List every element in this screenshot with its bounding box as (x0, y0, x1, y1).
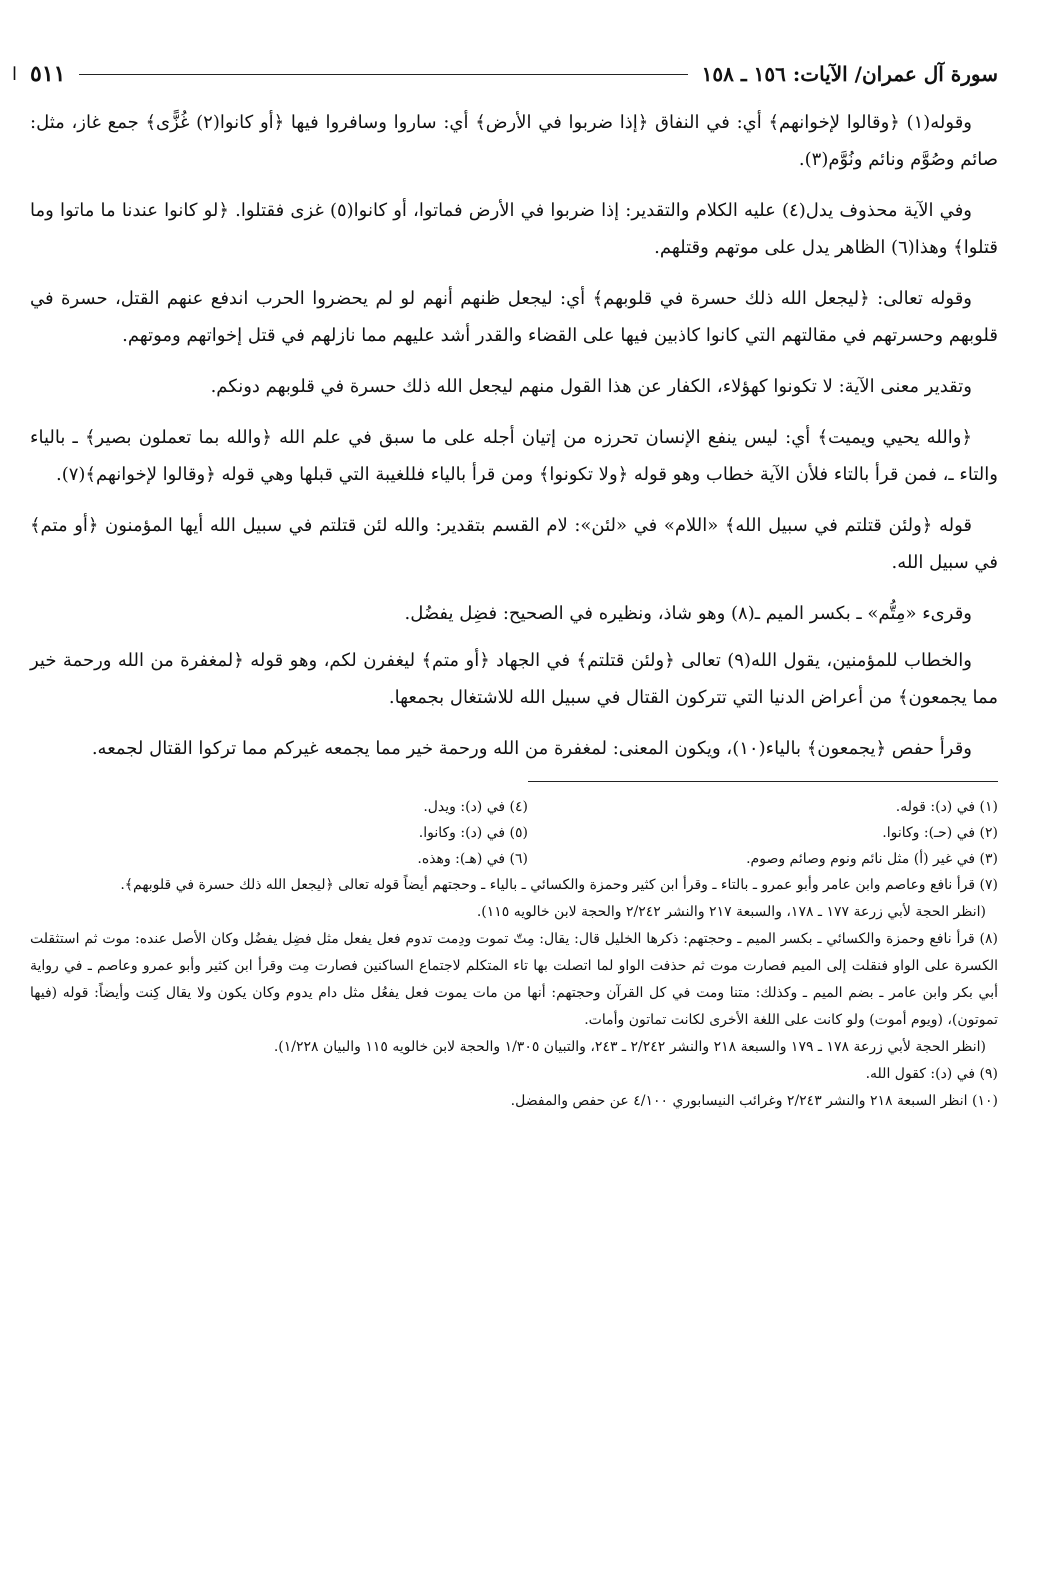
paragraph: وتقدير معنى الآية: لا تكونوا كهؤلاء، الكفار عن هذا القول منهم ليجعل الله ذلك حسرة في قلوبهم دونكم. (210, 376, 972, 397)
footnote-8-reference: (انظر الحجة لأبي زرعة ١٧٨ ـ ١٧٩ والسبعة ٢١٨ والنشر ٢/٢٤٢ ـ ٢٤٣، والتبيان ١/٣٠٥ والحجة لابن خالويه ١١٥ والبيان ١/٢٢٨). (273, 1039, 986, 1055)
footnotes (30, 794, 998, 1115)
paragraph: ﴿والله يحيي ويميت﴾ أي: ليس ينفع الإنسان تحرزه من إتيان أجله على ما سبق في علم الله ﴿والله بما تعملون بصير﴾ ـ بالياء والتاء ـ، فمن قرأ بالتاء فلأن الآية خطاب وهو قوله ﴿ولا تكونوا﴾ ومن قرأ بالياء فللغيبة التي قبلها وهي قوله ﴿وقالوا لإخوانهم﴾(٧). (30, 427, 998, 485)
footnote-4: (٤) في (د): ويدل. (423, 799, 528, 815)
page-number: ٥١١ (30, 61, 66, 87)
margin-mark: ا (12, 64, 18, 85)
footnote-grid (30, 794, 998, 872)
footnote-7-reference: (انظر الحجة لأبي زرعة ١٧٧ ـ ١٧٨، والسبعة ٢١٧ والنشر ٢/٢٤٢ والحجة لابن خالويه ١١٥). (476, 904, 986, 920)
footnote-10: (١٠) انظر السبعة ٢١٨ والنشر ٢/٢٤٣ وغرائب النيسابوري ٤/١٠٠ عن حفص والمفضل. (510, 1093, 998, 1109)
paragraph: وقرأ حفص ﴿يجمعون﴾ بالياء(١٠)، ويكون المعنى: لمغفرة من الله ورحمة خير مما يجمعه غيركم مما تركوا القتال لجمعه. (91, 738, 972, 759)
paragraph: قوله ﴿ولئن قتلتم في سبيل الله﴾ «اللام» في «لئن»: لام القسم بتقدير: والله لئن قتلتم في سبيل الله أيها المؤمنون ﴿أو متم﴾ في سبيل الله. (30, 515, 998, 573)
surah-title: سورة آل عمران/ الآيات: ١٥٦ ـ ١٥٨ (701, 62, 998, 86)
footnote-5: (٥) في (د): وكانوا. (418, 825, 528, 841)
footnote-2: (٢) في (حـ): وكانوا. (882, 825, 998, 841)
footnote-8: (٨) قرأ نافع وحمزة والكسائي ـ بكسر الميم ـ وحجتهم: ذكرها الخليل قال: يقال: مِتّ تموت ودِمت تدوم فعل يفعل مثل فضِل يفضُل وكان الأصل عنده: موت ثم استثقلت الكسرة على الواو فنقلت إلى الميم فصارت موت ثم حذفت الواو لما اتصلت بها تاء المتكلم لاجتماع الساكنين فصارت مِت وقرأ ابن كثير وأبو عمرو وعاصم ـ في رواية أبي بكر وابن عامر ـ بضم الميم ـ وكذلك: متنا ومت في كل القرآن وحجتهم: أنها من مات يموت فعل يفعُل مثل دام يدوم وكان يكون ولا يقال كِنت وأيضاً: قوله (فيها تموتون)، (ويوم أموت) ولو كانت على اللغة الأخرى لكانت تماتون وأمات. (30, 931, 998, 1028)
footnote-6: (٦) في (هـ): وهذه. (417, 851, 528, 867)
paragraph: والخطاب للمؤمنين، يقول الله(٩) تعالى ﴿ولئن قتلتم﴾ في الجهاد ﴿أو متم﴾ ليغفرن لكم، وهو قوله ﴿لمغفرة من الله ورحمة خير مما يجمعون﴾ من أعراض الدنيا التي تتركون القتال في سبيل الله للاشتغال بجمعها. (30, 650, 998, 708)
page-header (12, 50, 998, 98)
footnote-rule (528, 781, 998, 782)
footnote-7: (٧) قرأ نافع وعاصم وابن عامر وأبو عمرو ـ بالتاء ـ وقرأ ابن كثير وحمزة والكسائي ـ بالياء ـ وحجتهم أيضاً قوله تعالى ﴿ليجعل الله ذلك حسرة في قلوبهم﴾. (120, 877, 998, 893)
paragraph: وقرىء «مِتُّم» ـ بكسر الميم ـ(٨) وهو شاذ، ونظيره في الصحيح: فضِل يفضُل. (404, 603, 972, 624)
footnote-1: (١) في (د): قوله. (895, 799, 998, 815)
main-text (30, 104, 998, 767)
footnote-3: (٣) في غير (أ) مثل نائم ونوم وصائم وصوم. (746, 851, 998, 867)
paragraph: وفي الآية محذوف يدل(٤) عليه الكلام والتقدير: إذا ضربوا في الأرض فماتوا، أو كانوا(٥) غزى فقتلوا. ﴿لو كانوا عندنا ما ماتوا وما قتلوا﴾ وهذا(٦) الظاهر يدل على موتهم وقتلهم. (30, 200, 998, 258)
header-rule (79, 74, 687, 75)
paragraph: وقوله(١) ﴿وقالوا لإخوانهم﴾ أي: في النفاق ﴿إذا ضربوا في الأرض﴾ أي: ساروا وسافروا فيها ﴿أو كانوا(٢) غُزًّى﴾ جمع غاز، مثل: صائم وصُوَّم ونائم ونُوَّم(٣). (30, 112, 998, 170)
paragraph: وقوله تعالى: ﴿ليجعل الله ذلك حسرة في قلوبهم﴾ أي: ليجعل ظنهم أنهم لو لم يحضروا الحرب اندفع عنهم القتل، حسرة في قلوبهم وحسرتهم في مقالتهم التي كانوا كاذبين فيها على القضاء والقدر أشد عليهم مما نازلهم في قتل إخواتهم وموتهم. (30, 288, 998, 346)
page (12, 50, 998, 1560)
footnote-9: (٩) في (د): كقول الله. (865, 1066, 998, 1082)
